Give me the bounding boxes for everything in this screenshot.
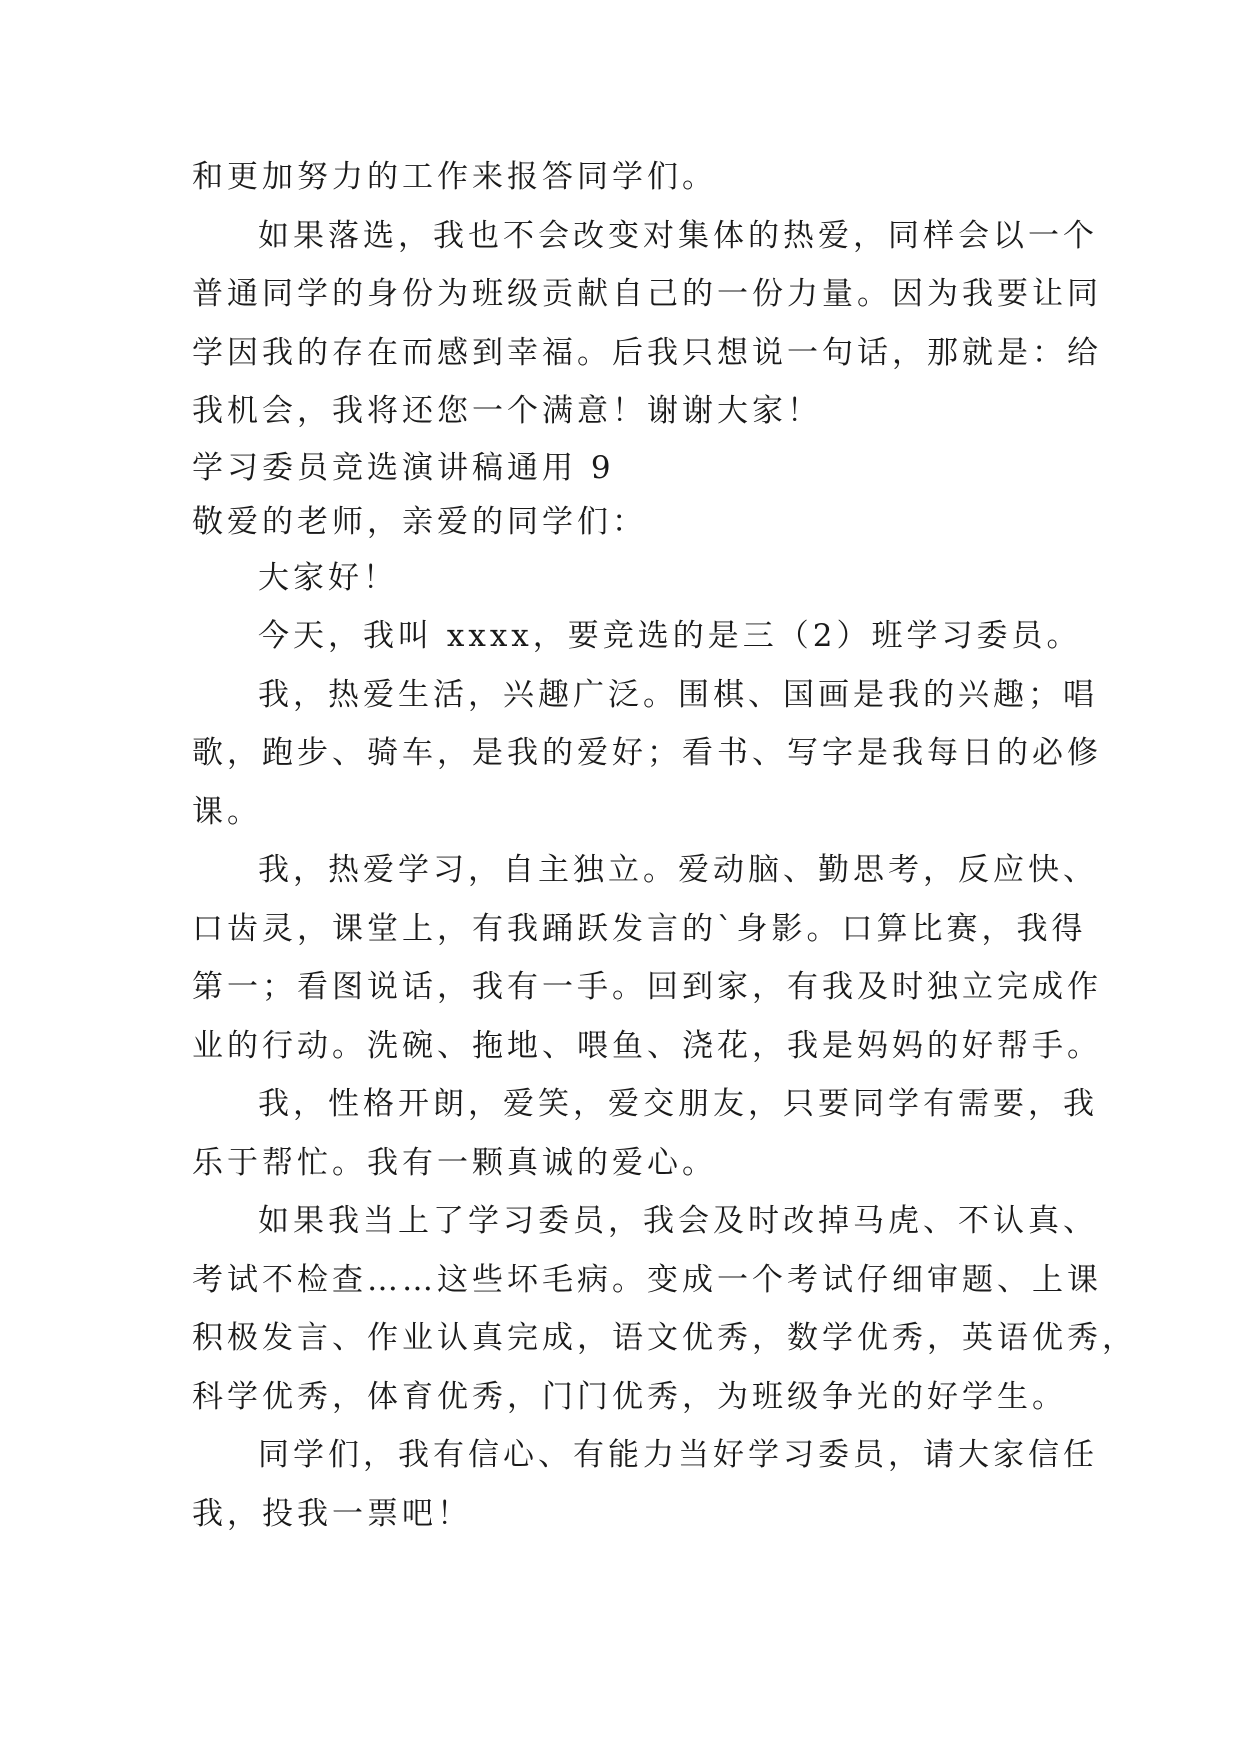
text-line: 我机会，我将还您一个满意！谢谢大家！ [192,393,822,429]
text-line: 积极发言、作业认真完成，语文优秀，数学优秀，英语优秀， [192,1320,1137,1356]
text-line: 我，热爱学习，自主独立。爱动脑、勤思考，反应快、 [258,852,1098,888]
text-line: 我，热爱生活，兴趣广泛。围棋、国画是我的兴趣；唱 [258,676,1098,713]
text-line: 乐于帮忙。我有一颗真诚的爱心。 [192,1144,717,1181]
text-line: 科学优秀，体育优秀，门门优秀，为班级争光的好学生。 [192,1378,1067,1415]
text-line: 今天，我叫 xxxx，要竞选的是三（2）班学习委员。 [258,618,1082,654]
text-line: 口齿灵，课堂上，有我踊跃发言的`身影。口算比赛，我得 [192,910,1087,947]
text-line: 同学们，我有信心、有能力当好学习委员，请大家信任 [258,1437,1098,1473]
text-line: 第一；看图说话，我有一手。回到家，有我及时独立完成作 [192,969,1102,1005]
text-line: 如果落选，我也不会改变对集体的热爱，同样会以一个 [258,217,1098,254]
salutation: 敬爱的老师，亲爱的同学们： [192,503,647,540]
text-line: 考试不检查……这些坏毛病。变成一个考试仔细审题、上课 [192,1261,1102,1298]
document-body [192,148,1137,1543]
section-heading: 学习委员竞选演讲稿通用 9 [192,449,615,486]
text-line: 我，性格开朗，爱笑，爱交朋友，只要同学有需要，我 [258,1086,1098,1122]
text-line: 如果我当上了学习委员，我会及时改掉马虎、不认真、 [258,1203,1098,1239]
text-line: 业的行动。洗碗、拖地、喂鱼、浇花，我是妈妈的好帮手。 [192,1027,1102,1064]
text-line: 歌，跑步、骑车，是我的爱好；看书、写字是我每日的必修 [192,735,1102,771]
text-line: 我，投我一票吧！ [192,1495,472,1532]
text-line: 课。 [192,793,262,830]
text-line: 和更加努力的工作来报答同学们。 [192,159,717,195]
text-line: 学因我的存在而感到幸福。后我只想说一句话，那就是：给 [192,334,1102,371]
text-line: 普通同学的身份为班级贡献自己的一份力量。因为我要让同 [192,276,1102,312]
text-line: 大家好！ [258,559,398,596]
